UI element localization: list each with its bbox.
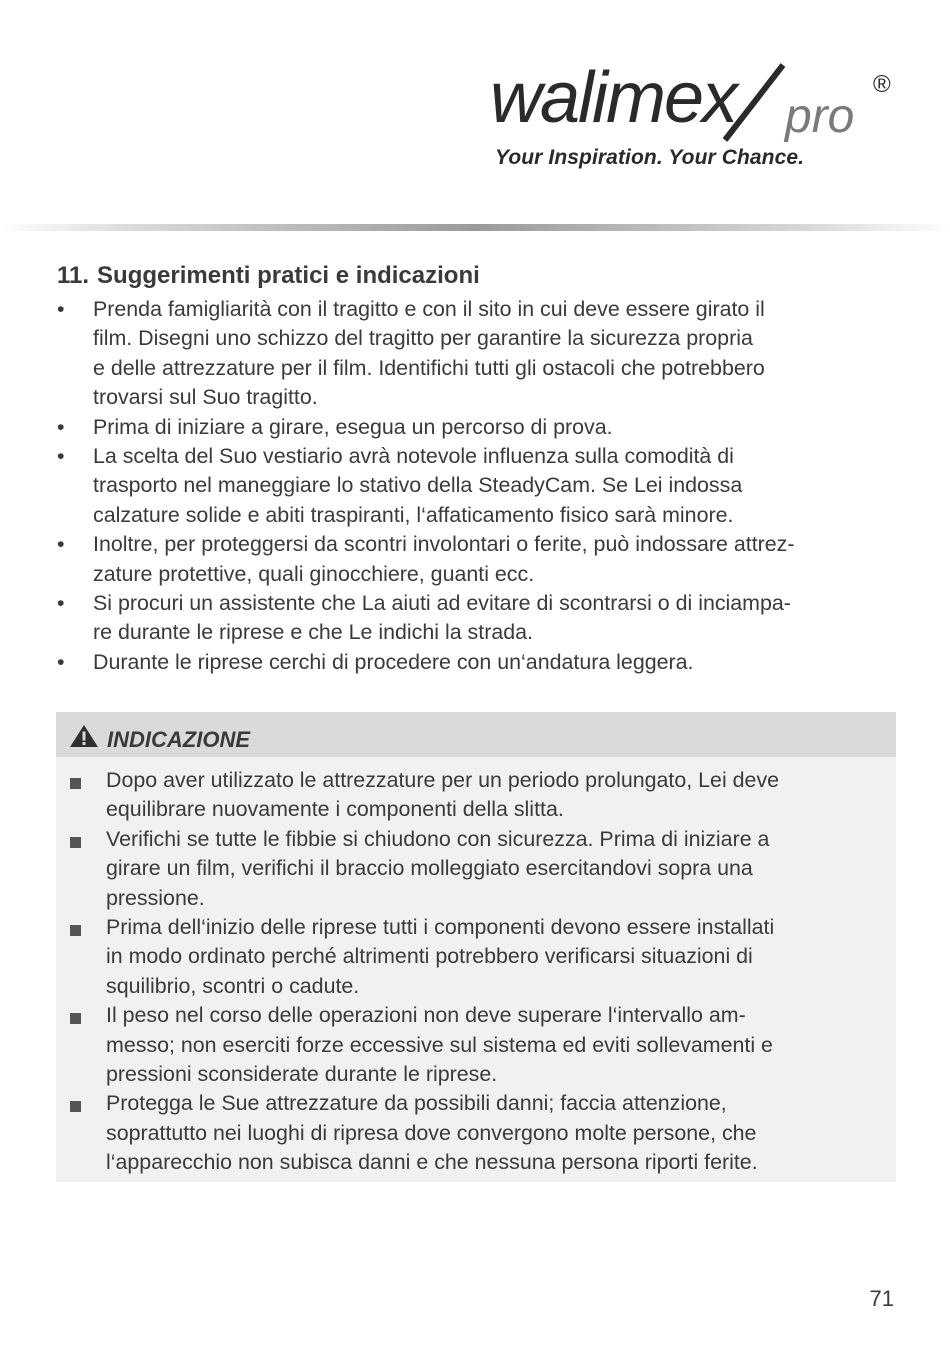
note-title: INDICAZIONE — [107, 727, 250, 752]
page-number: 71 — [869, 1286, 894, 1311]
list-item-text: La scelta del Suo vestiario avrà notevole influenza sulla comodità di trasporto nel maneggiare lo stativo della SteadyCam. Se Lei indossa calzature solide e abiti traspiranti, l‘affaticamento fisico sarà minore. — [93, 444, 743, 527]
list-item-text: Protegga le Sue attrezzature da possibili danni; faccia attenzione, soprattutto nei luoghi di ripresa dove convergono molte persone, che l‘apparecchio non subisca danni e che nessuna persona riporti ferite. — [106, 1091, 758, 1175]
list-item — [70, 913, 890, 1001]
bullet-icon: • — [57, 444, 65, 469]
list-item-text: Verifichi se tutte le fibbie si chiudono con sicurezza. Prima di iniziare a girare un film, verifichi il braccio molleggiato esercitandovi sopra una pressione. — [106, 826, 770, 910]
square-bullet-icon — [70, 925, 81, 936]
note-list — [70, 766, 890, 1178]
bullet-icon: • — [57, 297, 65, 321]
tips-list — [57, 295, 907, 677]
brand-tagline: Your Inspiration. Your Chance. — [495, 146, 805, 169]
square-bullet-icon — [70, 1013, 81, 1024]
list-item-text: Prima di iniziare a girare, esegua un percorso di prova. — [93, 414, 613, 439]
header-divider — [0, 224, 950, 231]
list-item — [57, 295, 907, 413]
note-box — [56, 712, 896, 1182]
list-item — [57, 648, 907, 677]
section-number: 11. — [57, 262, 90, 289]
logo-suffix: pro — [785, 90, 855, 143]
list-item — [70, 1089, 890, 1177]
list-item-text: Durante le riprese cerchi di procedere con un‘andatura leggera. — [93, 649, 694, 674]
list-item — [57, 530, 907, 589]
list-item-text: Si procuri un assistente che La aiuti ad evitare di scontrarsi o di inciampa- re durante le riprese e che Le indichi la strada. — [93, 591, 791, 645]
warning-triangle-icon — [69, 724, 99, 748]
list-item-text: Inoltre, per proteggersi da scontri involontari o ferite, può indossare attrez- zature protettive, quali ginocchiere, guanti ecc. — [93, 532, 795, 586]
list-item — [57, 442, 907, 530]
bullet-icon: • — [57, 414, 65, 439]
section-heading — [57, 262, 480, 290]
list-item-text: Prenda famigliarità con il tragitto e con il sito in cui deve essere girato il film. Disegni uno schizzo del tragitto per garantire la sicurezza propria e delle attrezzature per il film. Identifichi tutti gli ostacoli che potrebbero trovarsi sul Suo tragitto. — [93, 297, 765, 410]
bullet-icon: • — [57, 649, 65, 674]
list-item — [70, 825, 890, 913]
square-bullet-icon — [70, 837, 81, 848]
bullet-icon: • — [57, 532, 65, 557]
square-bullet-icon — [70, 778, 81, 789]
list-item — [57, 413, 907, 442]
note-header — [56, 712, 896, 757]
list-item-text: Il peso nel corso delle operazioni non deve superare l‘intervallo am- messo; non eserciti forze eccessive sul sistema ed eviti sollevamenti e pressioni sconsiderate durante le riprese. — [106, 1003, 773, 1087]
list-item — [70, 766, 890, 825]
list-item-text: Prima dell‘inizio delle riprese tutti i componenti devono essere installati in modo ordinato perché altrimenti potrebbero verificarsi situazioni di squilibrio, scontri o cadute. — [106, 915, 775, 998]
list-item-text: Dopo aver utilizzato le attrezzature per un periodo prolungato, Lei deve equilibrare nuovamente i componenti della slitta. — [106, 768, 780, 822]
bullet-icon: • — [57, 591, 65, 616]
square-bullet-icon — [70, 1101, 81, 1112]
logo-wordmark: walimex — [490, 58, 737, 138]
list-item — [57, 589, 907, 648]
list-item — [70, 1001, 890, 1089]
section-title: Suggerimenti pratici e indicazioni — [97, 262, 480, 289]
registered-mark: ® — [873, 71, 891, 98]
walimex-pro-logo-graphic — [485, 50, 905, 150]
